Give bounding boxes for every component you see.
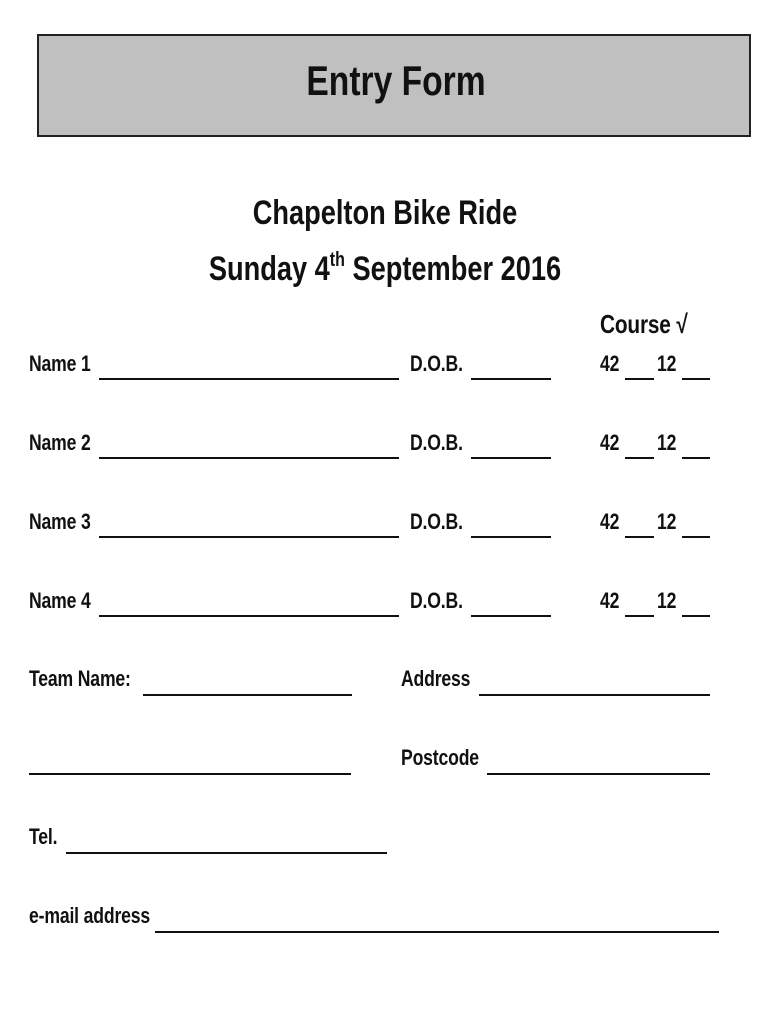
form-title: Entry Form: [306, 57, 486, 104]
address-line: [479, 694, 710, 696]
team-name-line: [143, 694, 352, 696]
name-1-field[interactable]: [99, 355, 399, 377]
name-3-field[interactable]: [99, 513, 399, 535]
event-date-rest: September 2016: [344, 250, 562, 288]
name-4-field[interactable]: [99, 592, 399, 614]
event-date: [77, 249, 693, 288]
name-line: [99, 457, 399, 459]
dob-label: D.O.B.: [410, 430, 463, 455]
name-label: Name 2: [29, 430, 91, 455]
dob-line: [471, 536, 551, 538]
course-b-line[interactable]: [682, 536, 710, 538]
course-option-a: 42: [600, 509, 620, 534]
course-option-b: 12: [657, 351, 677, 376]
course-b-line[interactable]: [682, 378, 710, 380]
dob-line: [471, 378, 551, 380]
course-a-line[interactable]: [625, 378, 654, 380]
name-line: [99, 378, 399, 380]
dob-4-field[interactable]: [471, 592, 551, 614]
tel-label: Tel.: [29, 824, 58, 849]
event-name: Chapelton Bike Ride: [252, 194, 518, 232]
postcode-line: [487, 773, 710, 775]
dob-1-field[interactable]: [471, 355, 551, 377]
course-option-b: 12: [657, 509, 677, 534]
course-option-a: 42: [600, 588, 620, 613]
name-line: [99, 536, 399, 538]
course-a-line[interactable]: [625, 536, 654, 538]
email-field[interactable]: [155, 908, 719, 930]
title-banner: [37, 34, 751, 137]
dob-line: [471, 457, 551, 459]
team-name-label: Team Name:: [29, 666, 131, 691]
dob-2-field[interactable]: [471, 434, 551, 456]
tel-field[interactable]: [66, 829, 387, 851]
address-label: Address: [401, 666, 471, 691]
name-label: Name 1: [29, 351, 91, 376]
dob-line: [471, 615, 551, 617]
postcode-field[interactable]: [487, 750, 710, 772]
dob-label: D.O.B.: [410, 588, 463, 613]
name-line: [99, 615, 399, 617]
postcode-label: Postcode: [401, 745, 479, 770]
course-b-line[interactable]: [682, 457, 710, 459]
team-name-field[interactable]: [143, 671, 352, 693]
tel-line: [66, 852, 387, 854]
email-line: [155, 931, 719, 933]
dob-3-field[interactable]: [471, 513, 551, 535]
name-2-field[interactable]: [99, 434, 399, 456]
team-name-continuation-field[interactable]: [29, 750, 351, 772]
course-heading: Course √: [600, 309, 688, 339]
name-label: Name 3: [29, 509, 91, 534]
course-option-b: 12: [657, 588, 677, 613]
course-a-line[interactable]: [625, 615, 654, 617]
course-b-line[interactable]: [682, 615, 710, 617]
address-field[interactable]: [479, 671, 710, 693]
event-date-prefix: Sunday 4: [208, 250, 330, 288]
course-option-b: 12: [657, 430, 677, 455]
dob-label: D.O.B.: [410, 509, 463, 534]
dob-label: D.O.B.: [410, 351, 463, 376]
event-date-suffix: th: [329, 249, 345, 271]
name-label: Name 4: [29, 588, 91, 613]
course-option-a: 42: [600, 430, 620, 455]
email-label: e-mail address: [29, 903, 151, 928]
team-name-continuation-line: [29, 773, 351, 775]
course-a-line[interactable]: [625, 457, 654, 459]
course-option-a: 42: [600, 351, 620, 376]
